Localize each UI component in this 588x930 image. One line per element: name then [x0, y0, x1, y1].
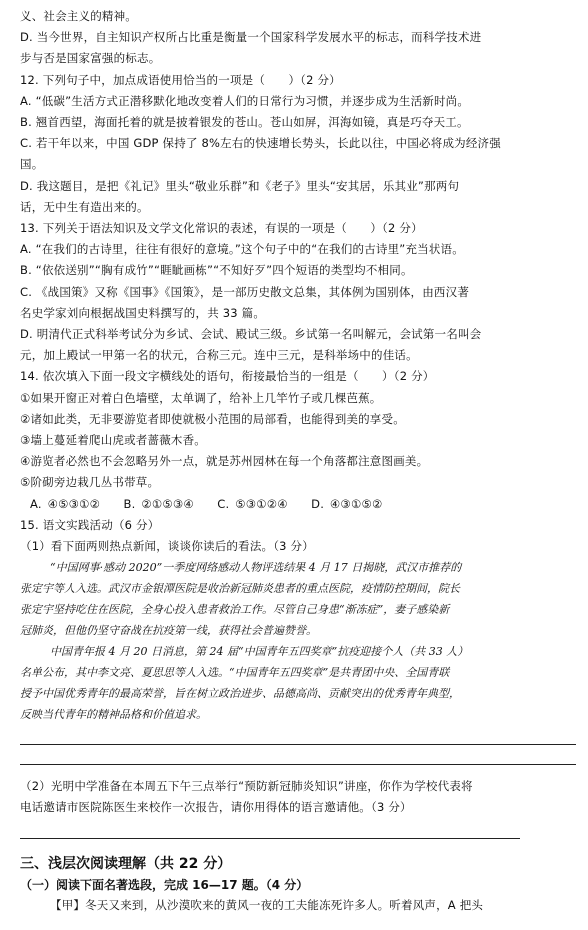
question-14-stem: 14. 依次填入下面一段文字横线处的语句，衔接最恰当的一组是（ ）（2 分） [20, 369, 435, 384]
text-line: 国。 [20, 157, 44, 172]
text-line: D. 当今世界，自主知识产权所占比重是衡量一个国家科学发展水平的标志，而科学技术进 [20, 30, 482, 45]
text-line: 名史学家刘向根据战国史料撰写的，共 33 篇。 [20, 305, 266, 320]
question-12-option-d: D. 我这题目，是把《礼记》里头“敬业乐群”和《老子》里头“安其居，乐其业”那两句 [20, 178, 460, 193]
news-line: 名单公布，其中李文亮、夏思思等人入选。“中国青年五四奖章”是共青团中央、全国青联 [20, 666, 450, 680]
subsection-title: （一）阅读下面名著选段，完成 16—17 题。（4 分） [20, 877, 309, 892]
question-15-title: 15. 语文实践活动（6 分） [20, 517, 160, 532]
question-14-options: A. ④⑤③①② B. ②①⑤③④ C. ⑤③①②④ D. ④③①⑤② [30, 496, 383, 511]
question-13-stem: 13. 下列关于语法知识及文学文化常识的表述，有误的一项是（ ）（2 分） [20, 221, 423, 236]
sentence-5: ⑤阶砌旁边栽几丛书带草。 [20, 475, 160, 490]
news-line: “中国网事·感动 2020”一季度网络感动人物评选结果 4 月 17 日揭晓，武汉市推荐的 [50, 561, 462, 575]
news-line: 张定宇坚持吃住在医院，全身心投入患者救治工作。尽管自己身患“渐冻症”，妻子感染新 [20, 603, 450, 617]
sentence-1: ①如果开窗正对着白色墙壁，太单调了，给补上几竿竹子或几棵芭蕉。 [20, 390, 382, 405]
news-line: 冠肺炎，但他仍坚守奋战在抗疫第一线，获得社会普遍赞誉。 [20, 624, 317, 638]
question-13-option-b: B. “依依送别”“胸有成竹”“睚眦画栋”“不知好歹”四个短语的类型均不相同。 [20, 263, 413, 278]
questions-12-14 [20, 6, 576, 515]
section-title: 三、浅层次阅读理解（共 22 分） [20, 855, 232, 872]
question-15-part2: （2）光明中学准备在本周五下午三点举行“预防新冠肺炎知识”讲座，你作为学校代表将 [20, 779, 473, 794]
sentence-4: ④游览者必然也不会忽略另外一点，就是苏州园林在每一个角落都注意图画美。 [20, 454, 429, 469]
question-12-option-a: A. “低碳”生活方式正潜移默化地改变着人们的日常行为习惯，并逐步成为生活新时尚。 [20, 93, 470, 108]
answer-line[interactable] [20, 728, 576, 745]
news-line: 反映当代青年的精神品格和价值追求。 [20, 708, 207, 722]
question-13-option-a: A. “在我们的古诗里，往往有很好的意境。”这个句子中的“在我们的古诗里”充当状语。 [20, 242, 464, 257]
question-13-option-d: D. 明清代正式科举考试分为乡试、会试、殿试三级。乡试第一名叫解元，会试第一名叫会 [20, 327, 482, 342]
question-15-part1: （1）看下面两则热点新闻，谈谈你读后的看法。（3 分） [20, 539, 314, 554]
question-12-stem: 12. 下列句子中，加点成语使用恰当的一项是（ ）（2 分） [20, 72, 341, 87]
answer-line[interactable] [20, 748, 576, 765]
question-15-part2: 电话邀请市医院陈医生来校作一次报告，请你用得体的语言邀请他。（3 分） [20, 800, 412, 815]
answer-line[interactable] [20, 822, 520, 839]
question-15 [20, 515, 576, 839]
question-12-option-c: C. 若干年以来，中国 GDP 保持了 8%左右的快速增长势头，长此以往，中国必将成为经济强 [20, 136, 501, 151]
sentence-2: ②诸如此类，无非要游览者即使就极小范围的局部看，也能得到美的享受。 [20, 411, 405, 426]
news-line: 张定宇等人入选。武汉市金银潭医院是收治新冠肺炎患者的重点医院，疫情防控期间，院长 [20, 582, 460, 596]
text-line: 义、社会主义的精神。 [20, 9, 137, 23]
question-12-option-b: B. 翘首西望，海面托着的就是披着银发的苍山。苍山如屏，洱海如镜，真是巧夺天工。 [20, 115, 469, 130]
question-13-option-c: C. 《战国策》又称《国事》《国策》，是一部历史散文总集，其体例为国别体，由西汉著 [20, 284, 470, 299]
news-block [20, 557, 576, 725]
text-line: 元，加上殿试一甲第一名的状元，合称三元。连中三元，是科举场中的佳话。 [20, 348, 418, 363]
passage-line: 【甲】冬天又来到，从沙漠吹来的黄风一夜的工夫能冻死许多人。听着风声，A 把头 [50, 897, 484, 912]
news-line: 授予中国优秀青年的最高荣誉，旨在树立政治进步、品德高尚、贡献突出的优秀青年典型， [20, 687, 460, 701]
text-line: 话，无中生有造出来的。 [20, 199, 149, 214]
sentence-3: ③墙上蔓延着爬山虎或者蔷薇木香。 [20, 433, 207, 448]
text-line: 步与否是国家富强的标志。 [20, 51, 161, 66]
news-line: 中国青年报 4 月 20 日消息，第 24 届“中国青年五四奖章”抗疫迎接个人（共 33 人） [50, 645, 469, 659]
